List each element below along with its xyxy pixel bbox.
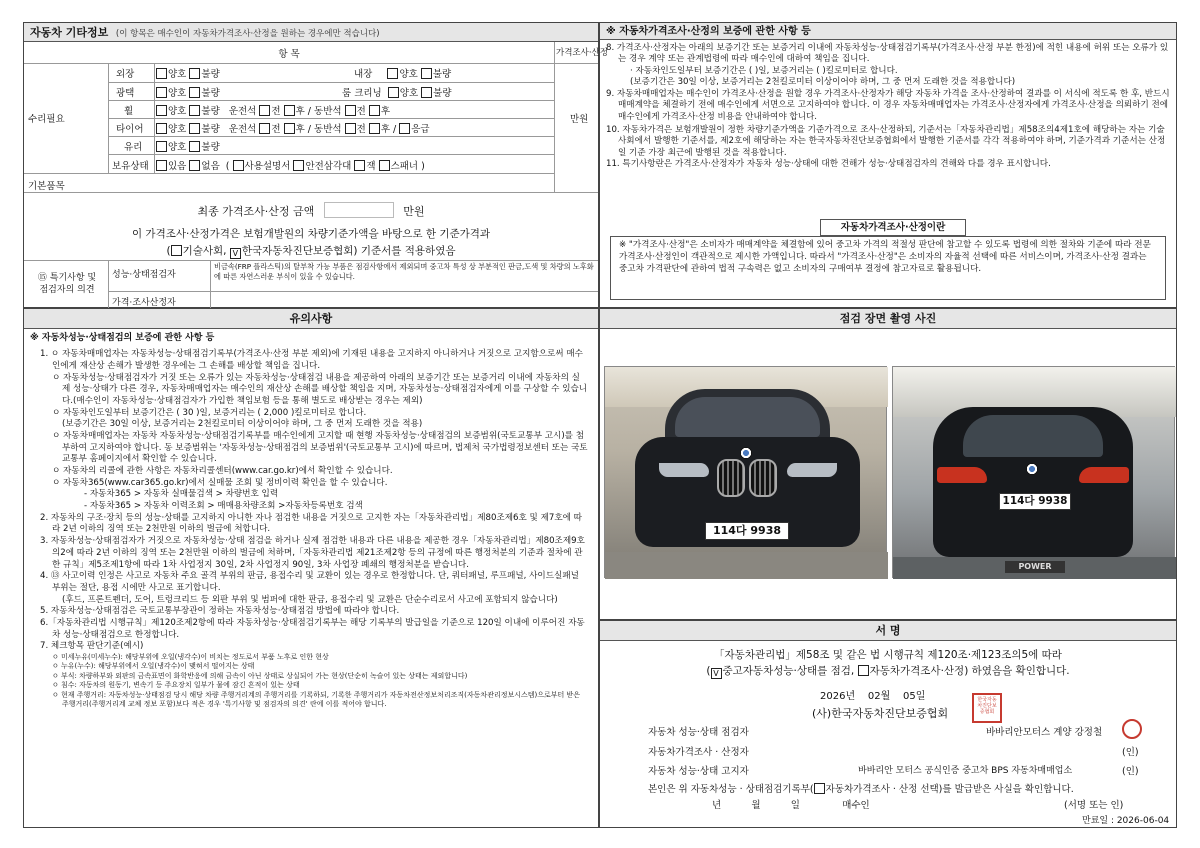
interior-bad-checkbox[interactable] <box>421 68 432 79</box>
signature-section <box>599 620 1177 828</box>
room-clean-row[interactable]: 룸 크리닝 양호 불량 <box>342 88 452 99</box>
price-column-header: 가격조사·산정 <box>556 48 608 58</box>
clause-8: 8. 가격조사·산정자는 아래의 보증기간 또는 보증거리 이내에 자동차성능·상태점검기록부(가격조사·산정 부분 한정)에 적힌 내용에 허위 또는 오류가 있는 경우 계약 또는 관계법령에 따라 매수인에 대하여 책임을 집니다. <box>606 43 1169 65</box>
price-guarantee-body <box>600 40 1176 173</box>
opinion-label: ⑮ 특기사항 및 점검자의 의견 <box>37 273 97 295</box>
perf-inspector-sign-label: 자동차 성능·상태 점검자 <box>648 727 749 738</box>
price-guarantee-section <box>599 22 1177 308</box>
expiry-date: 만료일 : 2026-06-04 <box>1082 816 1170 826</box>
org-seal: 한국자동차진단보증협회 <box>972 693 1002 723</box>
jack-checkbox[interactable] <box>354 160 365 171</box>
clause-11: 11. 특기사항란은 가격조사·산정자가 자동차 성능·상태에 대한 견해가 성능·상태점검자의 견해와 다를 경우 표시합니다. <box>606 159 1051 170</box>
notes-body <box>24 347 598 710</box>
photos-header: 점검 장면 촬영 사진 <box>600 309 1176 329</box>
clause-9: 9. 자동차매매업자는 매수인이 가격조사·산정을 원할 경우 가격조사·산정자가 해당 자동차 가격을 조사·산정하여 결과를 이 서식에 적도록 한 후, 반드시 매매계약을 체결하기 전에 매수인에게 서면으로 고지하여야 합니다. 이 경우 자동차매매업자는 가격조사·산정자에게 가격조사·산정을 의뢰하기 전에 매수인에게 가격조사·산정 비용을 안내하여야 합니다. <box>606 88 1170 122</box>
holding-label: 보유상태 <box>112 161 149 172</box>
room-clean-bad-checkbox[interactable] <box>421 87 432 98</box>
wheel-options[interactable]: 양호 불량 운전석 전 후 / 동반석 전 후 <box>156 103 598 117</box>
note-7b: ㅇ 누유(누수): 해당부위에서 오일(냉각수)이 맺혀서 떨어지는 상태 <box>52 662 255 671</box>
notifier-sign-label: 자동차 성능·상태 고지자 <box>648 766 749 777</box>
note-7e: ㅇ 현재 주행거리: 자동차성능·상태점검 당시 해당 차량 주행거리계의 주행거리를 기록하되, 기록한 주행거리가 자동차전산정보처리조직(자동차관리정보시스템)으로부터 받은 주행거리(주행거리계 교체 정보 포함)보다 적은 경우 '특기사항 및 점검자의 의견' 란에 이를 적어야 합니다. <box>52 690 581 709</box>
gloss-label: 광택 <box>116 88 135 99</box>
tire-label: 타이어 <box>116 124 144 135</box>
other-info-title: 자동차 기타정보 <box>30 26 109 39</box>
tech-society-checkbox[interactable] <box>171 245 182 256</box>
front-plate: 114다 9938 <box>705 522 789 540</box>
clause-10: 10. 자동차가격은 보험개발원이 정한 차량기준가액을 기준가격으로 조사·산정하되, 기준서는「자동차관리법」제58조의4제1호에 해당하는 자는 기술사회에서 발행한 기준서를, 제2호에 해당하는 자는 한국자동차진단보증협회에서 발행한 기준서를 각각 적용하여야 하며, 기준가격과 기준서는 산정일 기준 가장 최근에 발행된 것을 적용합니다. <box>606 124 1166 158</box>
buyer-date-line: 년 월 일 매수인 <box>712 800 870 811</box>
wheel-bad-checkbox[interactable] <box>189 105 200 116</box>
holding-options[interactable]: 있음 없음 ( 사용설명서 안전삼각대 잭 스패너 ) <box>156 158 598 172</box>
perf-inspector-opinion: 비금속(FRP 플라스틱)의 탈부착 가능 부품은 점검사항에서 제외되며 중고차 특성 상 부분적인 판금,도색 및 차량의 노후화에 따른 자연스러운 부식이 있을 수 있습니다. <box>214 262 594 281</box>
note-1d: (보증기간은 30일 이상, 보증거리는 2천킬로미터 이상이어야 하며, 그 중 먼저 도래한 것을 적용) <box>62 419 423 430</box>
spanner-checkbox[interactable] <box>379 160 390 171</box>
exterior-options[interactable]: 양호 불량 <box>156 66 598 80</box>
note-4b: (후드, 프론트펜더, 도어, 트렁크리드 등 외판 부위 및 범퍼에 대한 판금, 용접수리 및 교환은 단순수리로서 사고에 포함되지 않습니다) <box>62 594 558 605</box>
final-price-label: 최종 가격조사·산정 금액 <box>197 205 315 218</box>
note-1: 1. ㅇ 자동차매매업자는 자동차성능·상태점검기록부(가격조사·산정 부분 제외)에 기재된 내용을 고지하지 아니하거나 거짓으로 고지함으로써 매수인에게 재산상 손해가 발생한 경우에는 그 손해를 배상할 책임을 집니다. <box>40 349 583 371</box>
basis-line-2: ( 기술사회, V 한국자동차진단보증협회) 기준서를 적용하였음 <box>166 245 456 258</box>
exterior-bad-checkbox[interactable] <box>189 68 200 79</box>
note-7c: ㅇ 부식: 차량하부와 외판의 금속표면이 화학반응에 의해 금속이 아닌 상태로 상실되어 가는 현상(단순히 녹슬어 있는 상태는 제외합니다) <box>52 671 468 680</box>
sign-line-2: ( V 중고자동차성능·상태를 점검, 자동차가격조사·산정) 하였음을 확인합니다. <box>706 665 1070 678</box>
notes-subtitle: ※ 자동차성능·상태점검의 보증에 관한 사항 등 <box>30 333 215 343</box>
glass-bad-checkbox[interactable] <box>189 141 200 152</box>
note-1b: ㅇ 자동차성능·상태점검자가 거짓 또는 오류가 있는 자동차성능·상태점검 내용을 제공하여 아래의 보증기간 또는 보증거리 이내에 자동차의 실제 성능·상태가 다른 경우, 자동차매매업자는 매수인의 재산상 손해를 배상할 책임을 지며, 자동차성능·상태점검자에게 이를 구상할 수 있습니다.(매수인이 자동차성능·상태점검자가 가입한 책임보험 등을 통해 별도로 배상받는 경우는 제외) <box>52 372 588 406</box>
what-is-price-survey-text: ※ "가격조사·산정"은 소비자가 매매계약을 체결함에 있어 중고차 가격의 적절성 판단에 참고할 수 있도록 법령에 의한 절차와 기준에 따라 전문 가격조사·산정인이 객관적으로 제시한 가액입니다. 따라서 "가격조사·산정"은 소비자의 자율적 선택에 따른 서비스이며, 가격조사·산정 결과는 중고차 가격판단에 관하여 법적 구속력은 없고 소비자의 구매여부 결정에 참고자료로 활용됩니다. <box>610 236 1166 300</box>
price-inspector-sign-label: 자동차가격조사 · 산정자 <box>648 747 749 758</box>
note-1f: ㅇ 자동차의 리콜에 관한 사항은 자동차리콜센터(www.car.go.kr)에서 확인할 수 있습니다. <box>52 466 393 477</box>
triangle-checkbox[interactable] <box>293 160 304 171</box>
none-checkbox[interactable] <box>189 160 200 171</box>
exterior-row: 외장 <box>116 69 135 80</box>
note-1h: - 자동차365 > 자동차 실매물검색 > 차량번호 입력 <box>84 489 279 500</box>
glass-good-checkbox[interactable] <box>156 141 167 152</box>
other-info-header <box>24 23 598 42</box>
note-1g: ㅇ 자동차365(www.car365.go.kr)에서 실매물 조회 및 정비이력 확인을 할 수 있습니다. <box>52 477 388 488</box>
rear-car-photo <box>892 366 1175 578</box>
interior-row[interactable]: 내장 양호 불량 <box>354 69 452 80</box>
note-3: 3. 자동차성능·상태점검자가 거짓으로 자동차성능·상태 점검을 하거나 실제 점검한 내용과 다른 내용을 제공한 경우「자동차관리법」제80조제9호의2에 따라 2년 이하의 징역 또는 2천만원 이하의 벌금에 처하며,「자동차관리법 제21조제2항 등의 규정에 따른 행정처분의 기준과 절차에 관한 규칙」제5조제1항에 따라 1차 사업정지 30일, 2차 사업정지 90일, 3차 사업장 폐쇄의 행정처분을 받습니다. <box>40 536 585 570</box>
glass-options[interactable]: 양호 불량 <box>156 139 598 153</box>
perf-inspector-sign-value: 바바리안모터스 계양 강정철 <box>986 727 1103 738</box>
basic-items-label: 기본품목 <box>28 181 65 192</box>
wheel-good-checkbox[interactable] <box>156 105 167 116</box>
notes-header: 유의사항 <box>24 309 598 329</box>
note-6: 6.「자동차관리법 시행규칙」제120조제2항에 따라 자동차성능·상태점검기록부는 해당 기록부의 발급일을 기준으로 120일 이내에 이루어진 자동차 성능·상태점검으로 한정합니다. <box>40 617 585 640</box>
front-car-photo <box>604 366 887 578</box>
note-4: 4. ⑬ 사고이력 인정은 사고로 자동차 주요 골격 부위의 판금, 용접수리 및 교환이 있는 경우로 한정합니다. 단, 쿼터패널, 루프패널, 사이드실패널 부위는 절단, 용접 시에만 사고로 표기합니다. <box>40 571 579 593</box>
note-7: 7. 체크항목 판단기준(예시) <box>40 641 144 652</box>
won-unit: 만원 <box>570 114 589 125</box>
gloss-good-checkbox[interactable] <box>156 87 167 98</box>
room-clean-good-checkbox[interactable] <box>388 87 399 98</box>
glass-label: 유리 <box>124 142 143 153</box>
kada-checkbox[interactable]: V <box>230 248 241 259</box>
note-7d: ㅇ 침수: 자동차의 원동기, 변속기 등 주요장치 일부가 물에 잠긴 흔적이 있는 상태 <box>52 681 300 690</box>
wheel-label: 휠 <box>124 106 134 117</box>
have-checkbox[interactable] <box>156 160 167 171</box>
notifier-seal: (인) <box>1122 766 1139 777</box>
rear-plate: 114다 9938 <box>999 493 1071 510</box>
notifier-sign-value: 바바리안 모터스 공식인증 중고차 BPS 자동차매매업소 <box>858 766 1073 776</box>
basis-line-1: 이 가격조사·산정가격은 보험개발원의 차량기준가액을 바탕으로 한 기준가격과 <box>131 228 491 240</box>
final-price-row: 최종 가격조사·산정 금액 만원 <box>24 202 598 219</box>
what-is-price-survey-title: 자동차가격조사·산정이란 <box>820 219 966 236</box>
clause-8b: (보증기간은 30일 이상, 보증거리는 2천킬로미터 이상이어야 하며, 그 중 먼저 도래한 것을 적용합니다) <box>630 77 1016 88</box>
gloss-bad-checkbox[interactable] <box>189 87 200 98</box>
note-1i: - 자동차365 > 자동차 이력조회 > 매매용차량조회 >자동차등록번호 검색 <box>84 501 363 512</box>
clause-8a: · 자동차인도일부터 보증기간은 ( )일, 보증거리는 ( )킬로미터로 합니다. <box>630 65 898 76</box>
repair-label: 수리필요 <box>28 114 65 125</box>
other-info-subtitle: (이 항목은 매수인이 자동차가격조사·산정을 원하는 경우에만 적습니다) <box>115 29 380 39</box>
lift-label: POWER <box>1005 561 1065 573</box>
perf-check-checkbox[interactable]: V <box>711 668 722 679</box>
gloss-options[interactable]: 양호 불량 <box>156 85 598 99</box>
tire-good-checkbox[interactable] <box>156 123 167 134</box>
price-inspector-seal: (인) <box>1122 747 1139 758</box>
final-price-field[interactable] <box>324 202 394 218</box>
receipt-price-checkbox[interactable] <box>814 783 825 794</box>
price-guarantee-header: ※ 자동차가격조사·산정의 보증에 관한 사항 등 <box>600 23 1176 40</box>
note-1e: ㅇ 자동차매매업자는 자동차 자동차성능·상태점검기록부를 매수인에게 고지할 때 현행 자동차성능·상태점검의 보증범위(국토교통부 고시)를 첨부하여 고지하여야 합니다. 동 보증범위는 '자동차성능·상태점검의 보증범위'(국토교통부 고시)에 따르며, 법제처 국가법령정보센터 또는 국토교통부 홈페이지에서 확인할 수 있습니다. <box>52 430 588 465</box>
sign-line-1: 「자동차관리법」제58조 및 같은 법 시행규칙 제120조·제123조의5에 따라 <box>714 649 1062 661</box>
tire-options[interactable]: 양호 불량 운전석 전 후 / 동반석 전 후 / 응급 <box>156 121 598 135</box>
price-inspector-label: 가격·조사산정자 <box>112 298 176 308</box>
interior-good-checkbox[interactable] <box>387 68 398 79</box>
perf-inspector-label: 성능·상태점검자 <box>112 270 176 280</box>
inspector-stamp <box>1122 719 1142 739</box>
org-name: (사)한국자동차진단보증협회 <box>812 707 949 720</box>
photos-section <box>599 308 1177 620</box>
item-column-header: 항 목 <box>278 49 300 60</box>
signature-header: 서 명 <box>600 621 1176 641</box>
tire-bad-checkbox[interactable] <box>189 123 200 134</box>
receipt-line: 본인은 위 자동차성능 · 상태점검기록부( 자동차가격조사 · 산정 선택)를 발급받은 사실을 확인합니다. <box>648 784 1074 795</box>
other-info-section <box>23 22 608 308</box>
manual-checkbox[interactable] <box>233 160 244 171</box>
note-2: 2. 자동차의 구조·장치 등의 성능·상태를 고지하지 아니한 자나 점검한 내용을 거짓으로 고지한 자는「자동차관리법」제80조제6호 및 제7호에 따라 2년 이하의 징역 또는 2천만원 이하의 벌금에 처합니다. <box>40 512 582 535</box>
note-7a: ㅇ 미세누유(미세누수): 해당부위에 오일(냉각수)이 비치는 정도로서 부품 노후로 인한 현상 <box>52 653 329 662</box>
exterior-good-checkbox[interactable] <box>156 68 167 79</box>
sign-date: 2026년 02월 05일 <box>820 691 926 702</box>
price-check-checkbox[interactable] <box>858 665 869 676</box>
note-1c: ㅇ 자동차인도일부터 보증기간은 ( 30 )일, 보증거리는 ( 2,000 )킬로미터로 합니다. <box>52 407 367 418</box>
notes-section <box>23 308 599 828</box>
note-5: 5. 자동차성능·상태점검은 국토교통부장관이 정하는 자동차성능·상태점검 방법에 따라야 합니다. <box>40 606 400 617</box>
buyer-signature[interactable]: (서명 또는 인) <box>1064 800 1124 811</box>
